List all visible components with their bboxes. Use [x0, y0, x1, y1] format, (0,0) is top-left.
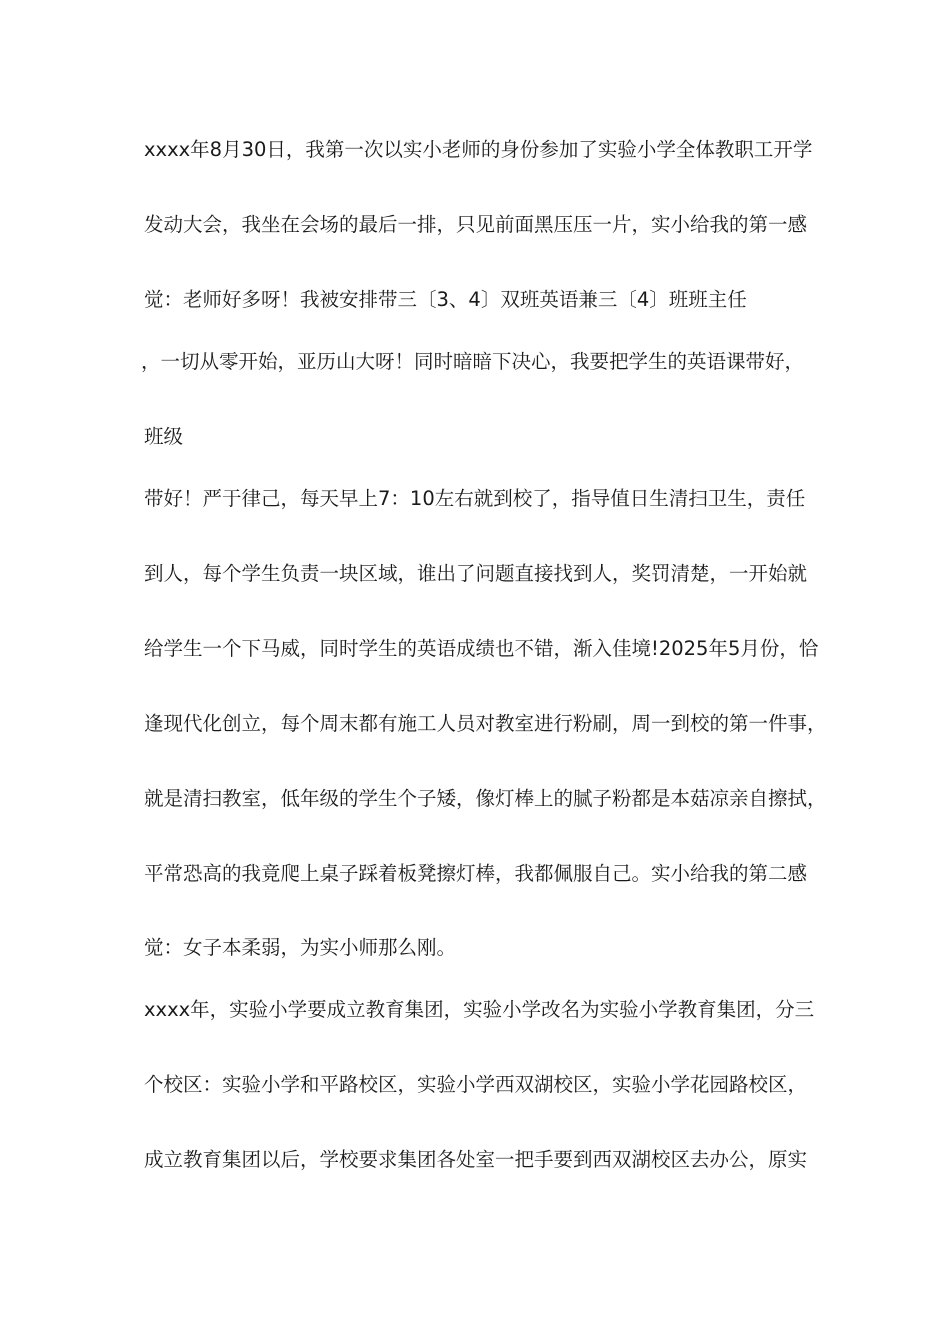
text-line: 到人，每个学生负责一块区域，谁出了问题直接找到人，奖罚清楚，一开始就: [144, 562, 808, 585]
text-line: xxxx年8月30日，我第一次以实小老师的身份参加了实验小学全体教职工开学: [144, 138, 813, 161]
text-line: ，一切从零开始，亚历山大呀！同时暗暗下决心，我要把学生的英语课带好，: [141, 350, 805, 373]
text-line: 班级: [144, 425, 184, 448]
text-line: 平常恐高的我竟爬上桌子踩着板凳擦灯棒，我都佩服自己。实小给我的第二感: [144, 862, 808, 885]
text-line: 逢现代化创立，每个周末都有施工人员对教室进行粉刷，周一到校的第一件事，: [144, 712, 827, 735]
text-line: 个校区：实验小学和平路校区，实验小学西双湖校区，实验小学花园路校区，: [144, 1073, 808, 1096]
text-line: 觉：老师好多呀！我被安排带三〔3、4〕双班英语兼三〔4〕班班主任: [144, 288, 747, 311]
text-line: 带好！严于律己，每天早上7：10左右就到校了，指导值日生清扫卫生，责任: [144, 487, 806, 510]
text-line: 就是清扫教室，低年级的学生个子矮，像灯棒上的腻子粉都是本菇凉亲自擦拭，: [144, 787, 827, 810]
text-line: xxxx年，实验小学要成立教育集团，实验小学改名为实验小学教育集团，分三: [144, 998, 815, 1021]
text-line: 觉：女子本柔弱，为实小师那么刚。: [144, 936, 457, 959]
text-line: 发动大会，我坐在会场的最后一排，只见前面黑压压一片，实小给我的第一感: [144, 213, 808, 236]
text-line: 给学生一个下马威，同时学生的英语成绩也不错，渐入佳境!2025年5月份，恰: [144, 637, 819, 660]
text-line: 成立教育集团以后，学校要求集团各处室一把手要到西双湖校区去办公，原实: [144, 1148, 808, 1171]
